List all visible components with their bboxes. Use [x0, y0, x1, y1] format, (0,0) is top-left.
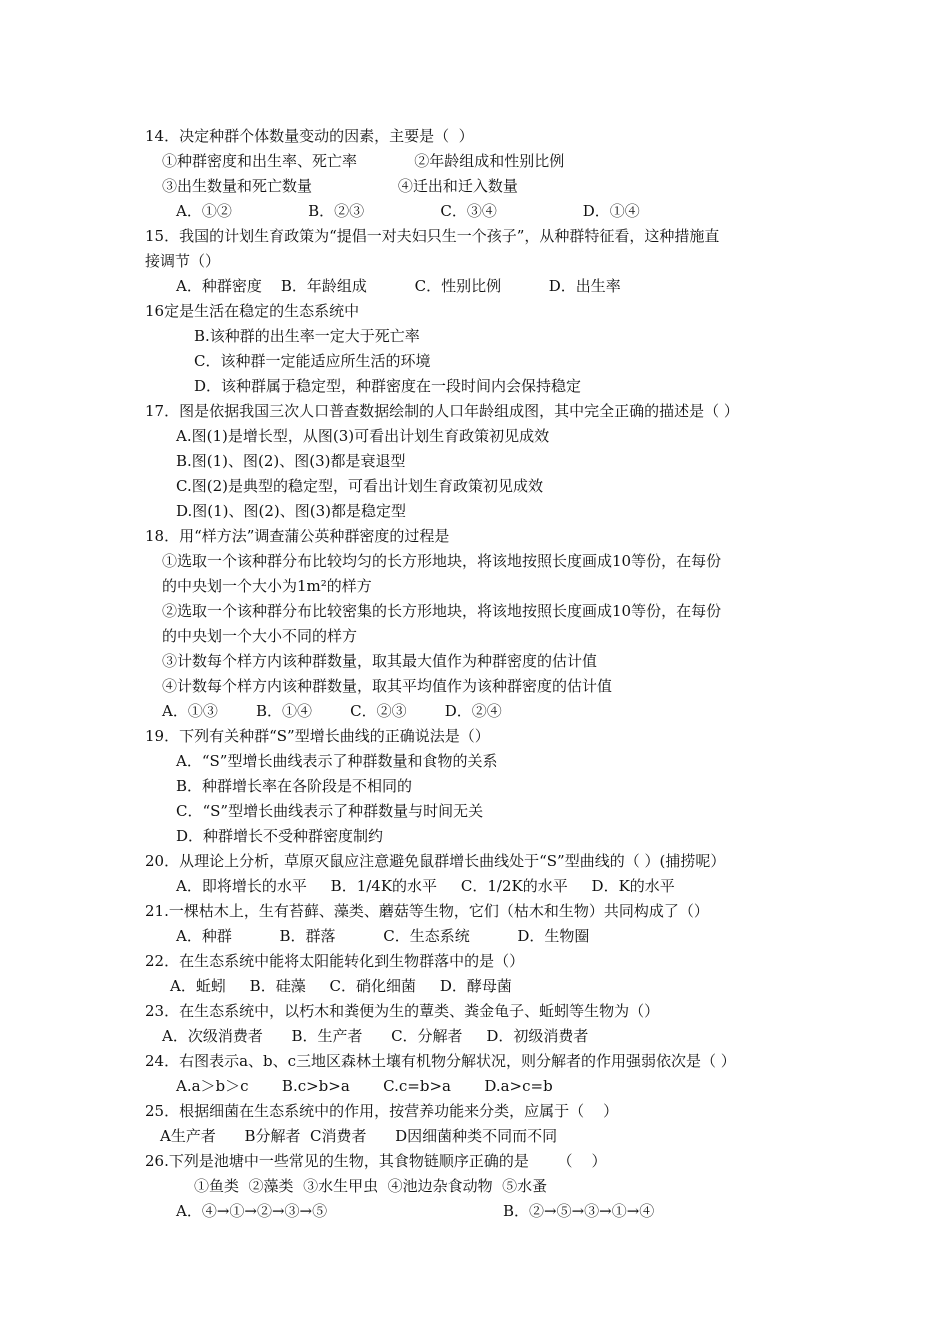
q19-option-d: D．种群增长不受种群密度制约 — [176, 827, 384, 845]
q21-stem: 21.一棵枯木上，生有苔藓、藻类、蘑菇等生物，它们（枯木和生物）共同构成了（） — [145, 902, 709, 920]
q25-options: A生产者 B分解者 C消费者 D因细菌种类不同而不同 — [160, 1127, 558, 1145]
q23-stem: 23．在生态系统中，以朽木和粪便为生的蕈类、粪金龟子、蚯蚓等生物为（） — [145, 1002, 660, 1020]
q19-option-a: A．“S”型增长曲线表示了种群数量和食物的关系 — [176, 752, 498, 770]
q25-stem: 25．根据细菌在生态系统中的作用，按营养功能来分类，应属于（ ） — [145, 1102, 619, 1120]
q20-options: A．即将增长的水平 B．1/4K的水平 C．1/2K的水平 D．K的水平 — [176, 877, 675, 895]
q15-options: A．种群密度 B．年龄组成 C．性别比例 D．出生率 — [176, 277, 621, 295]
q16-option-d: D．该种群属于稳定型，种群密度在一段时间内会保持稳定 — [194, 377, 582, 395]
q22-stem: 22．在生态系统中能将太阳能转化到生物群落中的是（） — [145, 952, 525, 970]
q14-items-1-2: ①种群密度和出生率、死亡率 ②年龄组成和性别比例 — [162, 152, 565, 170]
q16-option-c: C．该种群一定能适应所生活的环境 — [194, 352, 431, 370]
q18-item-1-cont: 的中央划一个大小为1m²的样方 — [162, 577, 372, 595]
q26-option-a: A．④→①→②→③→⑤ — [176, 1202, 328, 1220]
q14-stem: 14．决定种群个体数量变动的因素，主要是（ ） — [145, 127, 474, 145]
q15-stem-cont: 接调节（） — [145, 252, 221, 270]
q15-stem: 15．我国的计划生育政策为“提倡一对夫妇只生一个孩子”，从种群特征看，这种措施直 — [145, 227, 720, 245]
q24-options: A.a＞b＞c B.c>b>a C.c=b>a D.a>c=b — [176, 1077, 553, 1095]
q26-option-b: B．②→⑤→③→①→④ — [503, 1202, 655, 1220]
q20-stem: 20．从理论上分析，草原灭鼠应注意避免鼠群增长曲线处于“S”型曲线的（ ）(捕捞呢） — [145, 852, 726, 870]
q17-option-d: D.图(1)、图(2)、图(3)都是稳定型 — [176, 502, 407, 520]
q17-option-a: A.图(1)是增长型，从图(3)可看出计划生育政策初见成效 — [176, 427, 550, 445]
q17-option-b: B.图(1)、图(2)、图(3)都是衰退型 — [176, 452, 406, 470]
q18-item-1: ①选取一个该种群分布比较均匀的长方形地块，将该地按照长度画成10等份，在每份 — [162, 552, 722, 570]
q26-items: ①鱼类 ②藻类 ③水生甲虫 ④池边杂食动物 ⑤水蚤 — [194, 1177, 548, 1195]
q17-stem: 17．图是依据我国三次人口普查数据绘制的人口年龄组成图，其中完全正确的描述是（ ） — [145, 402, 739, 420]
q19-option-c: C．“S”型增长曲线表示了种群数量与时间无关 — [176, 802, 484, 820]
q19-option-b: B．种群增长率在各阶段是不相同的 — [176, 777, 413, 795]
q18-item-4: ④计数每个样方内该种群数量，取其平均值作为该种群密度的估计值 — [162, 677, 613, 695]
q21-options: A．种群 B．群落 C．生态系统 D．生物圈 — [176, 927, 590, 945]
q16-stem: 16定是生活在稳定的生态系统中 — [145, 302, 360, 320]
q18-item-2: ②选取一个该种群分布比较密集的长方形地块，将该地按照长度画成10等份，在每份 — [162, 602, 722, 620]
q24-stem: 24．右图表示a、b、c三地区森林土壤有机物分解状况，则分解者的作用强弱依次是（ ） — [145, 1052, 736, 1070]
q17-option-c: C.图(2)是典型的稳定型，可看出计划生育政策初见成效 — [176, 477, 543, 495]
q14-items-3-4: ③出生数量和死亡数量 ④迁出和迁入数量 — [162, 177, 518, 195]
q18-stem: 18．用“样方法”调查蒲公英种群密度的过程是 — [145, 527, 450, 545]
q22-options: A．蚯蚓 B．硅藻 C．硝化细菌 D．酵母菌 — [170, 977, 512, 995]
q18-options: A．①③ B．①④ C．②③ D．②④ — [162, 702, 502, 720]
q26-stem: 26.下列是池塘中一些常见的生物，其食物链顺序正确的是 （ ） — [145, 1152, 607, 1170]
q23-options: A．次级消费者 B．生产者 C．分解者 D．初级消费者 — [162, 1027, 589, 1045]
q19-stem: 19．下列有关种群“S”型增长曲线的正确说法是（） — [145, 727, 490, 745]
q16-option-b: B.该种群的出生率一定大于死亡率 — [194, 327, 420, 345]
q18-item-2-cont: 的中央划一个大小不同的样方 — [162, 627, 358, 645]
q18-item-3: ③计数每个样方内该种群数量，取其最大值作为种群密度的估计值 — [162, 652, 598, 670]
q14-options: A．①② B．②③ C．③④ D．①④ — [176, 202, 640, 220]
